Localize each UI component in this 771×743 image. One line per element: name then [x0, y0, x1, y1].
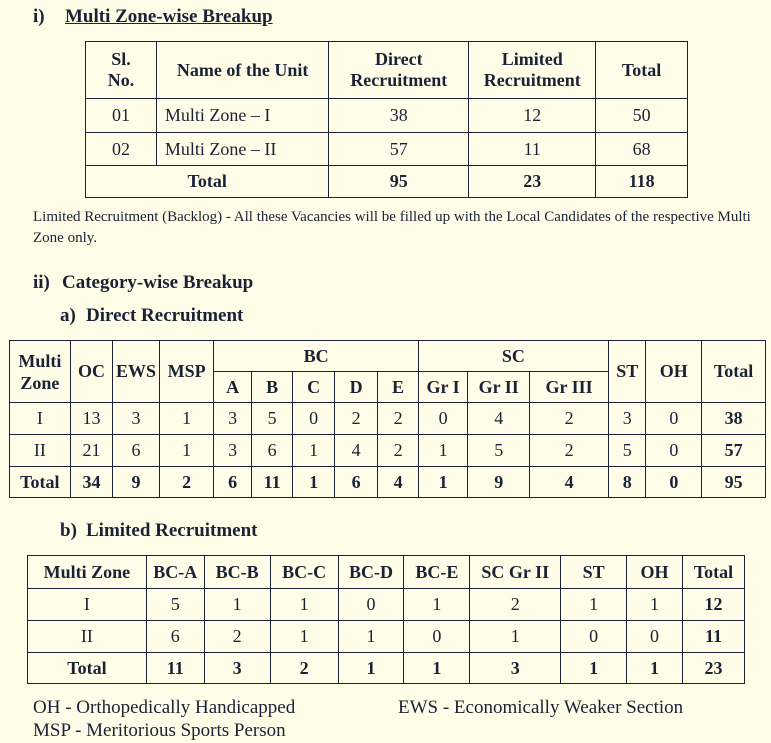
header-bc-a: A — [214, 372, 251, 403]
legend-ews: EWS - Economically Weaker Section — [398, 697, 684, 718]
header-st: ST — [609, 341, 646, 403]
sub-a-title: Direct Recruitment — [86, 305, 244, 326]
header-bc-d: BC-D — [338, 556, 404, 589]
section1-number: i) — [33, 6, 45, 27]
cell-value: 5 — [468, 435, 530, 467]
cell-sl: 02 — [86, 133, 157, 166]
cell-value: 3 — [113, 403, 160, 435]
cell-value: 9 — [468, 467, 530, 498]
cell-value: 1 — [338, 653, 404, 684]
cell-value: 2 — [378, 403, 418, 435]
cell-total: 57 — [702, 435, 766, 467]
cell-value: 5 — [609, 435, 646, 467]
cell-limited: 11 — [469, 133, 596, 166]
header-multi-zone: Multi Zone — [28, 556, 147, 589]
cell-value: 1 — [418, 467, 468, 498]
cell-value: 11 — [251, 467, 292, 498]
cell-value: 0 — [627, 621, 683, 653]
cell-value: 2 — [159, 467, 214, 498]
cell-value: 4 — [468, 403, 530, 435]
cell-value: 6 — [334, 467, 378, 498]
table-header-row — [10, 341, 766, 372]
cell-total-limited: 23 — [469, 166, 596, 198]
cell-value: 1 — [418, 435, 468, 467]
header-total: Total — [596, 42, 688, 99]
table-row — [28, 621, 745, 653]
cell-value: 6 — [251, 435, 292, 467]
cell-value: 1 — [159, 435, 214, 467]
section2-number: ii) — [33, 272, 50, 293]
header-direct: Direct Recruitment — [329, 42, 469, 99]
cell-value: 1 — [404, 653, 470, 684]
cell-direct: 38 — [329, 99, 469, 133]
header-bc-d: D — [334, 372, 378, 403]
cell-value: 4 — [334, 435, 378, 467]
cell-value: 0 — [338, 589, 404, 621]
cell-total: 11 — [682, 621, 744, 653]
cell-value: 1 — [159, 403, 214, 435]
header-msp: MSP — [159, 341, 214, 403]
cell-value: 1 — [270, 589, 338, 621]
header-sc-gr2: SC Gr II — [470, 556, 561, 589]
table-row — [10, 403, 766, 435]
cell-total-label: Total — [28, 653, 147, 684]
cell-value: 0 — [646, 403, 702, 435]
sub-a-number: a) — [60, 305, 76, 326]
cell-value: 6 — [146, 621, 204, 653]
table-row — [28, 589, 745, 621]
cell-value: 5 — [146, 589, 204, 621]
table-total-row — [10, 467, 766, 498]
cell-value: 1 — [404, 589, 470, 621]
cell-zone: II — [10, 435, 71, 467]
cell-total: 50 — [596, 99, 688, 133]
cell-value: 2 — [204, 621, 270, 653]
cell-value: 3 — [470, 653, 561, 684]
cell-value: 1 — [561, 653, 627, 684]
cell-value: 6 — [214, 467, 251, 498]
header-sc-gr2: Gr II — [468, 372, 530, 403]
header-bc-b: B — [251, 372, 292, 403]
cell-value: 0 — [561, 621, 627, 653]
header-bc-a: BC-A — [146, 556, 204, 589]
sub-b-number: b) — [60, 520, 77, 541]
cell-limited: 12 — [469, 99, 596, 133]
cell-value: 3 — [204, 653, 270, 684]
cell-value: 5 — [251, 403, 292, 435]
header-total: Total — [682, 556, 744, 589]
header-bc-b: BC-B — [204, 556, 270, 589]
multi-zone-table — [85, 41, 688, 198]
header-bc-c: BC-C — [270, 556, 338, 589]
cell-value: 13 — [70, 403, 113, 435]
header-bc-c: C — [293, 372, 334, 403]
cell-sl: 01 — [86, 99, 157, 133]
header-sc-gr3: Gr III — [530, 372, 609, 403]
cell-direct: 57 — [329, 133, 469, 166]
cell-zone: II — [28, 621, 147, 653]
cell-value: 2 — [378, 435, 418, 467]
cell-value: 1 — [293, 435, 334, 467]
cell-unit: Multi Zone – II — [156, 133, 328, 166]
cell-value: 2 — [270, 653, 338, 684]
header-sc: SC — [418, 341, 608, 372]
cell-total-total: 118 — [596, 166, 688, 198]
header-bc-e: E — [378, 372, 418, 403]
header-sl-no: Sl. No. — [86, 42, 157, 99]
cell-value: 3 — [214, 435, 251, 467]
cell-value: 0 — [646, 435, 702, 467]
table-row — [86, 133, 688, 166]
sub-b-title: Limited Recruitment — [86, 520, 258, 541]
direct-recruitment-table — [9, 340, 766, 498]
cell-value: 1 — [338, 621, 404, 653]
cell-total-label: Total — [10, 467, 71, 498]
cell-unit: Multi Zone – I — [156, 99, 328, 133]
table-total-row — [28, 653, 745, 684]
cell-value: 34 — [70, 467, 113, 498]
cell-value: 1 — [470, 621, 561, 653]
cell-value: 9 — [113, 467, 160, 498]
cell-value: 21 — [70, 435, 113, 467]
cell-total: 38 — [702, 403, 766, 435]
header-bc-e: BC-E — [404, 556, 470, 589]
header-bc: BC — [214, 341, 418, 372]
cell-total: 68 — [596, 133, 688, 166]
cell-total: 12 — [682, 589, 744, 621]
cell-value: 2 — [334, 403, 378, 435]
section2-title: Category-wise Breakup — [62, 272, 254, 293]
cell-value: 0 — [404, 621, 470, 653]
cell-value: 1 — [270, 621, 338, 653]
cell-zone: I — [28, 589, 147, 621]
table-row — [86, 99, 688, 133]
cell-value: 6 — [113, 435, 160, 467]
cell-total-direct: 95 — [329, 166, 469, 198]
cell-value: 0 — [646, 467, 702, 498]
limited-recruitment-table — [27, 555, 745, 684]
cell-value: 4 — [378, 467, 418, 498]
cell-value: 3 — [214, 403, 251, 435]
cell-value: 1 — [293, 467, 334, 498]
header-sc-gr1: Gr I — [418, 372, 468, 403]
legend-msp: MSP - Meritorious Sports Person — [33, 720, 286, 741]
cell-value: 2 — [470, 589, 561, 621]
header-multi-zone: Multi Zone — [10, 341, 71, 403]
header-oh: OH — [646, 341, 702, 403]
header-oh: OH — [627, 556, 683, 589]
header-oc: OC — [70, 341, 113, 403]
cell-value: 4 — [530, 467, 609, 498]
cell-value: 1 — [204, 589, 270, 621]
backlog-note: Limited Recruitment (Backlog) - All these Vacancies will be filled up with the Local Candidates of the respective Multi Zone only. — [33, 209, 751, 246]
cell-value: 1 — [627, 589, 683, 621]
cell-value: 2 — [530, 435, 609, 467]
cell-value: 8 — [609, 467, 646, 498]
header-limited: Limited Recruitment — [469, 42, 596, 99]
cell-value: 1 — [561, 589, 627, 621]
cell-total: 95 — [702, 467, 766, 498]
cell-value: 3 — [609, 403, 646, 435]
table-total-row — [86, 166, 688, 198]
section1-title: Multi Zone-wise Breakup — [65, 6, 273, 27]
cell-value: 0 — [293, 403, 334, 435]
header-ews: EWS — [113, 341, 160, 403]
cell-value: 2 — [530, 403, 609, 435]
legend-oh: OH - Orthopedically Handicapped — [33, 697, 296, 718]
table-header-row — [28, 556, 745, 589]
table-header-row — [86, 42, 688, 99]
cell-value: 11 — [146, 653, 204, 684]
header-st: ST — [561, 556, 627, 589]
cell-total-label: Total — [86, 166, 329, 198]
table-row — [10, 435, 766, 467]
cell-value: 1 — [627, 653, 683, 684]
header-unit: Name of the Unit — [156, 42, 328, 99]
cell-zone: I — [10, 403, 71, 435]
cell-value: 0 — [418, 403, 468, 435]
cell-total: 23 — [682, 653, 744, 684]
header-total: Total — [702, 341, 766, 403]
